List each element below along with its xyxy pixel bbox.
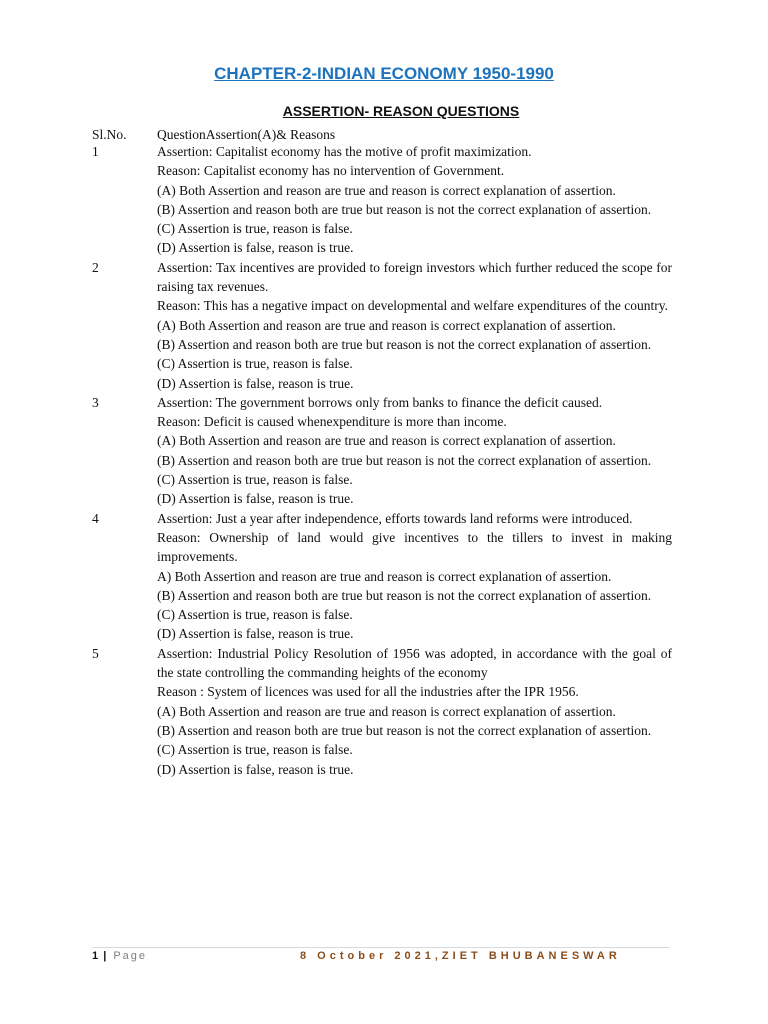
question-item <box>92 644 672 779</box>
answer-option: (A) Both Assertion and reason are true and reason is correct explanation of assertion. <box>157 703 616 719</box>
question-number: 2 <box>92 259 99 275</box>
question-list <box>92 142 672 779</box>
answer-option: (A) Both Assertion and reason are true and reason is correct explanation of assertion. <box>157 182 616 198</box>
answer-option: (B) Assertion and reason both are true but reason is not the correct explanation of assertion. <box>157 452 652 468</box>
answer-option: (D) Assertion is false, reason is true. <box>157 375 354 391</box>
answer-option: A) Both Assertion and reason are true and reason is correct explanation of assertion. <box>157 568 612 584</box>
page-separator: | <box>103 950 109 962</box>
question-number: 1 <box>92 144 99 159</box>
reason-text: Reason: Ownership of land would give incentives to the tillers to invest in making improvements. <box>157 529 672 565</box>
question-item <box>92 509 672 644</box>
reason-text: Reason: Capitalist economy has no intervention of Government. <box>157 163 505 179</box>
reason-text: Reason : System of licences was used for all the industries after the IPR 1956. <box>157 684 579 700</box>
page-label: Page <box>113 950 148 962</box>
assertion-text: Assertion: Industrial Policy Resolution of 1956 was adopted, in accordance with the goal of the state controlling the commanding heights of the economy <box>157 645 672 681</box>
answer-option: (D) Assertion is false, reason is true. <box>157 491 354 507</box>
answer-option: (B) Assertion and reason both are true but reason is not the correct explanation of assertion. <box>157 722 652 738</box>
question-item <box>92 258 672 393</box>
question-body <box>157 393 672 509</box>
footer-divider <box>92 947 670 948</box>
answer-option: (A) Both Assertion and reason are true and reason is correct explanation of assertion. <box>157 317 616 333</box>
question-item <box>92 142 672 258</box>
question-item <box>92 393 672 509</box>
answer-option: (D) Assertion is false, reason is true. <box>157 761 354 777</box>
question-body <box>157 509 672 644</box>
answer-option: (B) Assertion and reason both are true but reason is not the correct explanation of assertion. <box>157 336 652 352</box>
column-header-sl-no: Sl.No. <box>92 127 127 142</box>
column-header-question: QuestionAssertion(A)& Reasons <box>157 127 336 142</box>
answer-option: (D) Assertion is false, reason is true. <box>157 240 354 256</box>
reason-text: Reason: Deficit is caused whenexpenditure is more than income. <box>157 414 507 430</box>
assertion-text: Assertion: The government borrows only from banks to finance the deficit caused. <box>157 394 603 410</box>
answer-option: (B) Assertion and reason both are true but reason is not the correct explanation of assertion. <box>157 587 652 603</box>
answer-option: (C) Assertion is true, reason is false. <box>157 742 353 758</box>
answer-option: (C) Assertion is true, reason is false. <box>157 472 353 488</box>
answer-option: (C) Assertion is true, reason is false. <box>157 607 353 623</box>
question-number: 3 <box>92 394 99 410</box>
chapter-title: CHAPTER-2-INDIAN ECONOMY 1950-1990 <box>214 64 554 83</box>
question-body <box>157 258 672 393</box>
answer-option: (B) Assertion and reason both are true but reason is not the correct explanation of assertion. <box>157 201 652 217</box>
answer-option: (C) Assertion is true, reason is false. <box>157 221 353 237</box>
assertion-text: Assertion: Just a year after independence, efforts towards land reforms were introduced. <box>157 510 633 526</box>
question-number: 5 <box>92 645 99 661</box>
question-body <box>157 644 672 779</box>
footer-page-info <box>92 950 147 962</box>
answer-option: (D) Assertion is false, reason is true. <box>157 626 354 642</box>
question-body <box>157 142 672 258</box>
reason-text: Reason: This has a negative impact on developmental and welfare expenditures of the country. <box>157 298 668 314</box>
answer-option: (A) Both Assertion and reason are true and reason is correct explanation of assertion. <box>157 433 616 449</box>
assertion-text: Assertion: Capitalist economy has the motive of profit maximization. <box>157 144 532 159</box>
page-number: 1 <box>92 950 99 962</box>
assertion-text: Assertion: Tax incentives are provided to foreign investors which further reduced the scope for raising tax revenues. <box>157 259 672 295</box>
section-subtitle: ASSERTION- REASON QUESTIONS <box>282 103 520 119</box>
footer-date-location: 8 October 2021,ZIET BHUBANESWAR <box>300 950 621 962</box>
answer-option: (C) Assertion is true, reason is false. <box>157 356 353 372</box>
question-number: 4 <box>92 510 99 526</box>
